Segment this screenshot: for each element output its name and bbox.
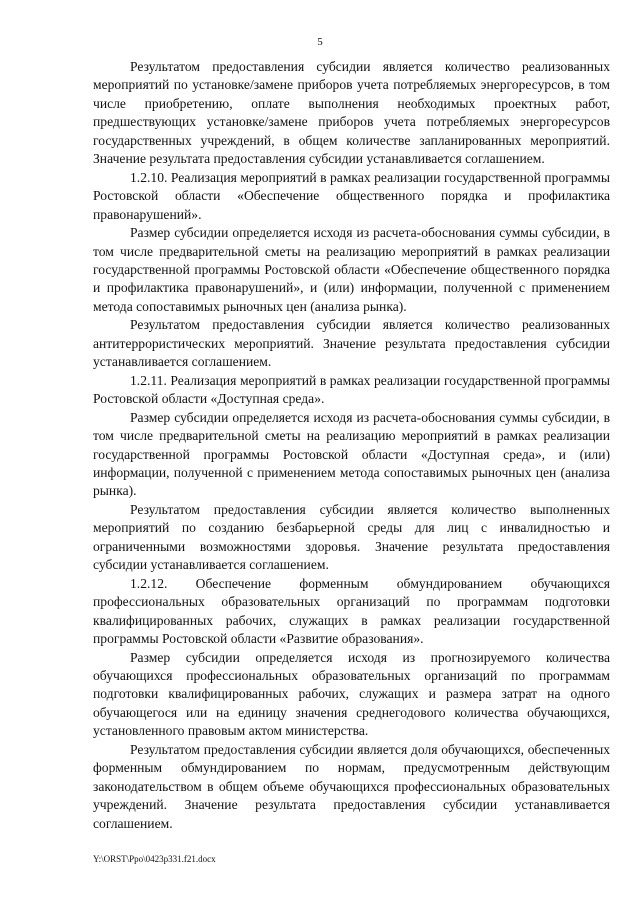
footer-file-path: Y:\ORST\Ppo\0423p331.f21.docx bbox=[93, 854, 216, 864]
document-body bbox=[93, 58, 610, 833]
paragraph-1-2-11-subsidy-result: Результатом предоставления субсидии является количество выполненных мероприятий по созданию безбарьерной среды для лиц с инвалидностью и ограниченными возможностями здоровья. Значение результата предоставления субсидии устанавливается соглашением. bbox=[93, 501, 610, 573]
paragraph-1-2-10-heading: 1.2.10. Реализация мероприятий в рамках реализации государственной программы Ростовской области «Обеспечение общественного порядка и профилактика правонарушений». bbox=[93, 169, 610, 222]
paragraph-subsidy-result-energy-meters: Результатом предоставления субсидии является количество реализованных мероприятий по установке/замене приборов учета потребляемых энергоресурсов, в том числе приобретению, оплате выполнения необходимых проектных работ, предшествующих установке/замене приборов учета потребляемых энергоресурсов государственных учреждений, в общем количестве запланированных мероприятий. Значение результата предоставления субсидии устанавливается соглашением. bbox=[93, 59, 610, 167]
paragraph-1-2-12-subsidy-result: Результатом предоставления субсидии является доля обучающихся, обеспеченных форменным обмундированием по нормам, предусмотренным действующим законодательством в общем объеме обучающихся профессиональных образовательных учреждений. Значение результата предоставления субсидии устанавливается соглашением. bbox=[93, 741, 610, 831]
paragraph-1-2-10-subsidy-result: Результатом предоставления субсидии является количество реализованных антитеррористических мероприятий. Значение результата предоставления субсидии устанавливается соглашением. bbox=[93, 317, 610, 370]
paragraph-1-2-12-heading: 1.2.12. Обеспечение форменным обмундированием обучающихся профессиональных образовательных организаций по программам подготовки квалифицированных рабочих, служащих в рамках реализации государственной программы Ростовской области «Развитие образования». bbox=[93, 575, 610, 647]
paragraph-1-2-11-heading: 1.2.11. Реализация мероприятий в рамках реализации государственной программы Ростовской области «Доступная среда». bbox=[93, 372, 610, 407]
paragraph-1-2-11-subsidy-size: Размер субсидии определяется исходя из расчета-обоснования суммы субсидии, в том числе предварительной сметы на реализацию мероприятий в рамках реализации государственной программы Ростовской области «Доступная среда», и (или) информации, полученной с применением метода сопоставимых рыночных цен (анализа рынка). bbox=[93, 409, 610, 499]
page-number: 5 bbox=[317, 36, 323, 48]
paragraph-1-2-12-subsidy-size: Размер субсидии определяется исходя из прогнозируемого количества обучающихся профессиональных образовательных организаций по программам подготовки квалифицированных рабочих, служащих и размера затрат на одного обучающегося или на единицу значения среднегодового количества обучающихся, установленного правовым актом министерства. bbox=[93, 649, 610, 739]
paragraph-1-2-10-subsidy-size: Размер субсидии определяется исходя из расчета-обоснования суммы субсидии, в том числе предварительной сметы на реализацию мероприятий в рамках реализации государственной программы Ростовской области «Обеспечение общественного порядка и профилактика правонарушений», и (или) информации, полученной с применением метода сопоставимых рыночных цен (анализа рынка). bbox=[93, 225, 610, 314]
